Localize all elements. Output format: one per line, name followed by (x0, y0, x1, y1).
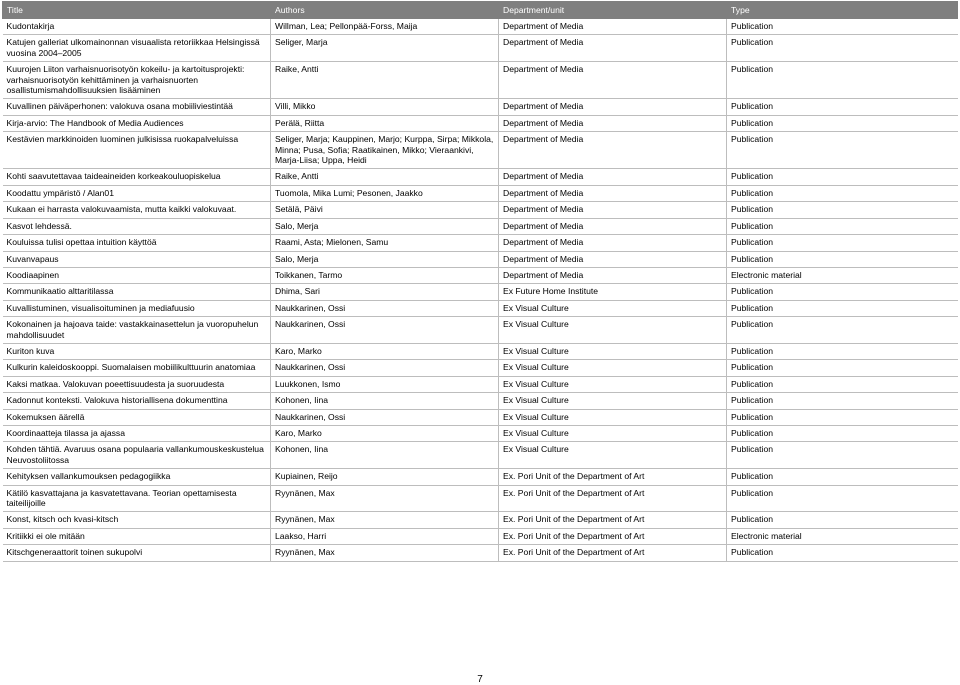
cell-department: Department of Media (499, 202, 727, 218)
cell-authors: Salo, Merja (271, 218, 499, 234)
cell-department: Ex Visual Culture (499, 425, 727, 441)
cell-authors: Dhima, Sari (271, 284, 499, 300)
cell-authors: Raami, Asta; Mielonen, Samu (271, 235, 499, 251)
header-department: Department/unit (499, 2, 727, 19)
header-authors: Authors (271, 2, 499, 19)
cell-type: Publication (727, 115, 958, 131)
cell-type: Publication (727, 376, 958, 392)
cell-title: Koodattu ympäristö / Alan01 (3, 185, 271, 201)
cell-department: Ex. Pori Unit of the Department of Art (499, 545, 727, 561)
cell-authors: Villi, Mikko (271, 99, 499, 115)
cell-authors: Seliger, Marja (271, 35, 499, 62)
cell-department: Department of Media (499, 169, 727, 185)
cell-type: Publication (727, 545, 958, 561)
cell-type: Publication (727, 62, 958, 99)
cell-type: Publication (727, 218, 958, 234)
table-row (3, 19, 958, 35)
cell-authors: Kohonen, Iina (271, 393, 499, 409)
cell-title: Kirja-arvio: The Handbook of Media Audiences (3, 115, 271, 131)
table-row (3, 300, 958, 316)
table-row (3, 442, 958, 469)
table-row (3, 62, 958, 99)
cell-authors: Perälä, Riitta (271, 115, 499, 131)
table-row (3, 185, 958, 201)
cell-type: Publication (727, 512, 958, 528)
cell-department: Ex Visual Culture (499, 360, 727, 376)
cell-authors: Luukkonen, Ismo (271, 376, 499, 392)
cell-title: Kohti saavutettavaa taideaineiden korkeakouluopiskelua (3, 169, 271, 185)
table-row (3, 132, 958, 169)
cell-authors: Karo, Marko (271, 425, 499, 441)
cell-title: Kouluissa tulisi opettaa intuition käyttöä (3, 235, 271, 251)
cell-department: Ex. Pori Unit of the Department of Art (499, 469, 727, 485)
cell-title: Kestävien markkinoiden luominen julkisissa ruokapalveluissa (3, 132, 271, 169)
cell-authors: Ryynänen, Max (271, 512, 499, 528)
table-row (3, 169, 958, 185)
cell-type: Publication (727, 99, 958, 115)
cell-title: Kukaan ei harrasta valokuvaamista, mutta kaikki valokuvaat. (3, 202, 271, 218)
cell-authors: Seliger, Marja; Kauppinen, Marjo; Kurppa, Sirpa; Mikkola, Minna; Pusa, Sofia; Raatikainen, Mikko; Vieraankivi, Marja-Liisa; Uppa, Heidi (271, 132, 499, 169)
cell-authors: Willman, Lea; Pellonpää-Forss, Maija (271, 19, 499, 35)
cell-type: Publication (727, 360, 958, 376)
header-type: Type (727, 2, 958, 19)
cell-type: Publication (727, 19, 958, 35)
table-row (3, 343, 958, 359)
cell-type: Publication (727, 284, 958, 300)
table-row (3, 469, 958, 485)
cell-title: Kokonainen ja hajoava taide: vastakkainasettelun ja vuoropuhelun mahdollisuudet (3, 317, 271, 344)
table-row (3, 99, 958, 115)
table-row (3, 545, 958, 561)
cell-authors: Kupiainen, Reijo (271, 469, 499, 485)
cell-authors: Toikkanen, Tarmo (271, 267, 499, 283)
cell-department: Ex Visual Culture (499, 300, 727, 316)
cell-title: Koordinaatteja tilassa ja ajassa (3, 425, 271, 441)
cell-type: Publication (727, 469, 958, 485)
cell-authors: Ryynänen, Max (271, 545, 499, 561)
cell-authors: Raike, Antti (271, 62, 499, 99)
cell-type: Publication (727, 251, 958, 267)
cell-department: Ex. Pori Unit of the Department of Art (499, 528, 727, 544)
cell-type: Publication (727, 202, 958, 218)
cell-department: Ex Visual Culture (499, 376, 727, 392)
table-row (3, 115, 958, 131)
cell-authors: Tuomola, Mika Lumi; Pesonen, Jaakko (271, 185, 499, 201)
cell-type: Publication (727, 485, 958, 512)
cell-title: Kokemuksen äärellä (3, 409, 271, 425)
cell-title: Kätilö kasvattajana ja kasvatettavana. Teorian opettamisesta taiteilijoille (3, 485, 271, 512)
cell-title: Kuurojen Liiton varhaisnuorisotyön kokeilu- ja kartoitusprojekti: varhaisnuorisotyön kehittäminen ja varhaisnuorten osallistumismahdollisuuksien lisääminen (3, 62, 271, 99)
cell-title: Kommunikaatio alttaritilassa (3, 284, 271, 300)
cell-authors: Salo, Merja (271, 251, 499, 267)
page-number: 7 (477, 674, 483, 685)
cell-title: Kasvot lehdessä. (3, 218, 271, 234)
publications-table (2, 1, 958, 562)
cell-department: Department of Media (499, 235, 727, 251)
cell-department: Department of Media (499, 19, 727, 35)
cell-type: Publication (727, 35, 958, 62)
cell-title: Kuriton kuva (3, 343, 271, 359)
cell-title: Kritiikki ei ole mitään (3, 528, 271, 544)
cell-authors: Ryynänen, Max (271, 485, 499, 512)
cell-type: Publication (727, 425, 958, 441)
cell-type: Publication (727, 343, 958, 359)
cell-type: Publication (727, 393, 958, 409)
cell-department: Department of Media (499, 267, 727, 283)
table-row (3, 202, 958, 218)
cell-type: Publication (727, 235, 958, 251)
cell-authors: Naukkarinen, Ossi (271, 317, 499, 344)
cell-authors: Kohonen, Iina (271, 442, 499, 469)
cell-title: Kuvanvapaus (3, 251, 271, 267)
cell-authors: Setälä, Päivi (271, 202, 499, 218)
table-row (3, 284, 958, 300)
cell-title: Katujen galleriat ulkomainonnan visuaalista retoriikkaa Helsingissä vuosina 2004–2005 (3, 35, 271, 62)
cell-authors: Naukkarinen, Ossi (271, 409, 499, 425)
table-row (3, 251, 958, 267)
table-row (3, 409, 958, 425)
header-row (3, 2, 958, 19)
table-row (3, 35, 958, 62)
table-row (3, 267, 958, 283)
cell-title: Kulkurin kaleidoskooppi. Suomalaisen mobiilikulttuurin anatomiaa (3, 360, 271, 376)
cell-department: Department of Media (499, 218, 727, 234)
cell-department: Department of Media (499, 99, 727, 115)
cell-title: Kuvallinen päiväperhonen: valokuva osana mobiiliviestintää (3, 99, 271, 115)
table-row (3, 512, 958, 528)
cell-type: Publication (727, 132, 958, 169)
table-row (3, 376, 958, 392)
cell-type: Publication (727, 317, 958, 344)
cell-type: Publication (727, 169, 958, 185)
cell-type: Publication (727, 185, 958, 201)
cell-department: Ex Visual Culture (499, 409, 727, 425)
table-row (3, 360, 958, 376)
table-row (3, 317, 958, 344)
cell-authors: Karo, Marko (271, 343, 499, 359)
cell-title: Kudontakirja (3, 19, 271, 35)
cell-authors: Raike, Antti (271, 169, 499, 185)
cell-department: Ex. Pori Unit of the Department of Art (499, 512, 727, 528)
cell-type: Electronic material (727, 528, 958, 544)
table-row (3, 393, 958, 409)
cell-department: Ex Future Home Institute (499, 284, 727, 300)
cell-authors: Naukkarinen, Ossi (271, 300, 499, 316)
cell-type: Publication (727, 442, 958, 469)
cell-title: Kadonnut konteksti. Valokuva historiallisena dokumenttina (3, 393, 271, 409)
cell-title: Kitschgeneraattorit toinen sukupolvi (3, 545, 271, 561)
table-row (3, 528, 958, 544)
cell-department: Department of Media (499, 115, 727, 131)
cell-type: Publication (727, 409, 958, 425)
cell-department: Ex. Pori Unit of the Department of Art (499, 485, 727, 512)
table-row (3, 218, 958, 234)
cell-title: Koodiaapinen (3, 267, 271, 283)
table-row (3, 235, 958, 251)
cell-department: Department of Media (499, 62, 727, 99)
cell-type: Publication (727, 300, 958, 316)
cell-title: Kehityksen vallankumouksen pedagogiikka (3, 469, 271, 485)
table-row (3, 425, 958, 441)
cell-title: Konst, kitsch och kvasi-kitsch (3, 512, 271, 528)
header-title: Title (3, 2, 271, 19)
cell-title: Kuvallistuminen, visualisoituminen ja mediafuusio (3, 300, 271, 316)
cell-department: Ex Visual Culture (499, 343, 727, 359)
cell-department: Department of Media (499, 185, 727, 201)
cell-authors: Laakso, Harri (271, 528, 499, 544)
cell-title: Kohden tähtiä. Avaruus osana populaaria vallankumouskeskustelua Neuvostoliitossa (3, 442, 271, 469)
cell-title: Kaksi matkaa. Valokuvan poeettisuudesta ja suoruudesta (3, 376, 271, 392)
cell-department: Ex Visual Culture (499, 442, 727, 469)
cell-department: Department of Media (499, 35, 727, 62)
cell-type: Electronic material (727, 267, 958, 283)
cell-department: Ex Visual Culture (499, 317, 727, 344)
cell-department: Department of Media (499, 251, 727, 267)
table-row (3, 485, 958, 512)
cell-department: Department of Media (499, 132, 727, 169)
cell-authors: Naukkarinen, Ossi (271, 360, 499, 376)
cell-department: Ex Visual Culture (499, 393, 727, 409)
